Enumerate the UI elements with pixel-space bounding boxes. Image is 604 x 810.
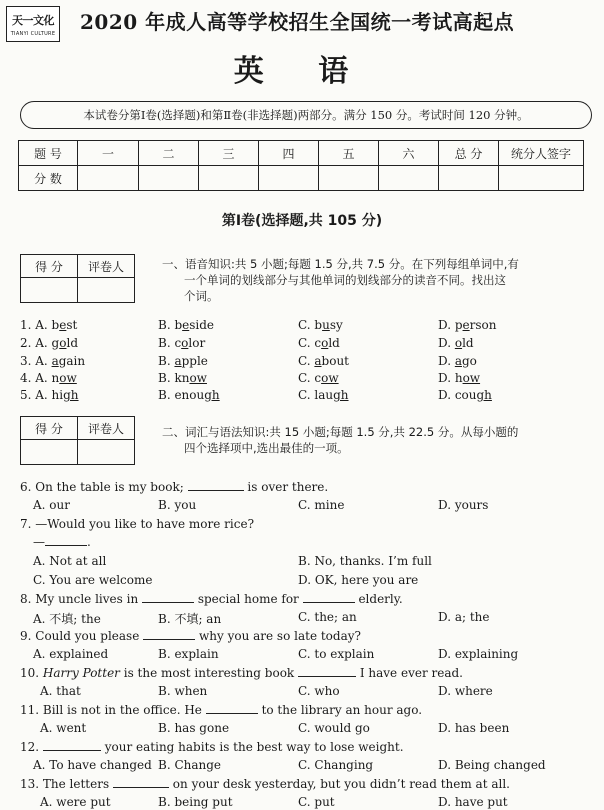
phonetics-option bbox=[438, 388, 492, 402]
question-12 bbox=[20, 740, 404, 754]
phonetics-option bbox=[20, 388, 79, 402]
word-part: 4. A. n bbox=[20, 371, 60, 385]
score-row-label: 分 数 bbox=[19, 166, 78, 191]
answer-blank bbox=[113, 777, 169, 788]
underlined-letters: ow bbox=[189, 371, 207, 385]
grader-name-cell bbox=[78, 440, 135, 465]
score-cell: 二 bbox=[139, 141, 199, 166]
answer-blank bbox=[43, 740, 101, 751]
score-cell: 题 号 bbox=[19, 141, 78, 166]
answer-option: D. explaining bbox=[438, 647, 519, 661]
grader-score-label: 得 分 bbox=[21, 255, 78, 278]
word-part: B. kn bbox=[158, 371, 190, 385]
answer-blank bbox=[45, 535, 87, 546]
section1-line: 个词。 bbox=[184, 289, 219, 303]
question-9 bbox=[20, 629, 361, 643]
word-part: D. p bbox=[438, 318, 463, 332]
word-part: ld bbox=[66, 336, 79, 350]
answer-option: C. Changing bbox=[298, 758, 374, 772]
underlined-letters: a bbox=[314, 354, 322, 368]
underlined-letters: ow bbox=[321, 371, 339, 385]
phonetics-option bbox=[158, 336, 205, 350]
underlined-letters: e bbox=[182, 318, 190, 332]
grader-score-label: 得 分 bbox=[21, 417, 78, 440]
score-entry bbox=[439, 166, 499, 191]
word-part: ld bbox=[328, 336, 340, 350]
word-part: C. c bbox=[298, 336, 322, 350]
answer-option: B. when bbox=[158, 684, 208, 698]
answer-option: D. a; the bbox=[438, 610, 490, 624]
section1-line: 一个单词的划线部分与其他单词的划线部分的读音不同。找出这 bbox=[184, 273, 506, 287]
score-cell: 总 分 bbox=[439, 141, 499, 166]
phonetics-option bbox=[20, 354, 85, 368]
word-part: go bbox=[461, 354, 477, 368]
word-part: D. h bbox=[438, 371, 463, 385]
exam-title: 2020 年成人高等学校招生全国统一考试高起点 bbox=[80, 10, 515, 34]
underlined-letters: ow bbox=[462, 371, 481, 385]
word-part: 5. A. hi bbox=[20, 388, 64, 402]
question-11 bbox=[20, 703, 422, 717]
grader-score-cell bbox=[21, 440, 78, 465]
grader-box bbox=[20, 416, 135, 465]
answer-blank bbox=[142, 592, 194, 603]
score-entry bbox=[319, 166, 379, 191]
answer-blank bbox=[206, 703, 258, 714]
phonetics-option bbox=[20, 371, 77, 385]
score-cell: 六 bbox=[379, 141, 439, 166]
phonetics-option bbox=[20, 318, 77, 332]
phonetics-option bbox=[158, 371, 207, 385]
word-part: B. enou bbox=[158, 388, 205, 402]
subject-title: 英 语 bbox=[233, 54, 371, 89]
answer-option: B. explain bbox=[158, 647, 219, 661]
q11-text: to the library an hour ago. bbox=[261, 703, 423, 717]
score-entry bbox=[199, 166, 259, 191]
q13-text: 13. The letters bbox=[20, 777, 110, 791]
underlined-letters: e bbox=[59, 318, 67, 332]
answer-blank bbox=[303, 592, 355, 603]
word-part: ld bbox=[462, 336, 474, 350]
answer-option: A. explained bbox=[33, 647, 109, 661]
q13-text: on your desk yesterday, but you didn’t read them at all. bbox=[172, 777, 510, 791]
section1-line: 一、语音知识:共 5 小题;每题 1.5 分,共 7.5 分。在下列每组单词中,有 bbox=[162, 257, 519, 271]
underlined-letters: o bbox=[321, 336, 329, 350]
word-part: C. lau bbox=[298, 388, 334, 402]
phonetics-option bbox=[438, 354, 477, 368]
score-entry bbox=[259, 166, 319, 191]
answer-option: D. have put bbox=[438, 795, 508, 809]
underlined-letters: ow bbox=[59, 371, 77, 385]
underlined-letters: gh bbox=[63, 388, 79, 402]
answer-option: C. would go bbox=[298, 721, 370, 735]
answer-option: A. To have changed bbox=[33, 758, 152, 772]
underlined-letters: gh bbox=[476, 388, 492, 402]
phonetics-option bbox=[298, 318, 343, 332]
underlined-letters: o bbox=[181, 336, 189, 350]
section2-instructions bbox=[162, 424, 600, 456]
word-part: C. b bbox=[298, 318, 323, 332]
answer-option: B. being put bbox=[158, 795, 233, 809]
word-part: lor bbox=[188, 336, 206, 350]
answer-option: D. OK, here you are bbox=[298, 573, 419, 587]
word-part: D. bbox=[438, 354, 455, 368]
underlined-letters: o bbox=[59, 336, 67, 350]
underlined-letters: a bbox=[51, 354, 59, 368]
word-part: C. c bbox=[298, 371, 322, 385]
answer-option: B. has gone bbox=[158, 721, 230, 735]
word-part: 1. A. b bbox=[20, 318, 60, 332]
section2-line: 二、词汇与语法知识:共 15 小题;每题 1.5 分,共 22.5 分。从每小题的 bbox=[162, 425, 519, 439]
grader-box bbox=[20, 254, 135, 303]
underlined-letters: a bbox=[454, 354, 462, 368]
word-part: C. bbox=[298, 354, 315, 368]
score-table-header-row bbox=[19, 141, 584, 166]
score-entry bbox=[379, 166, 439, 191]
answer-option: D. Being changed bbox=[438, 758, 546, 772]
question-6 bbox=[20, 480, 328, 494]
q8-text: elderly. bbox=[358, 592, 403, 606]
question-10 bbox=[20, 666, 463, 680]
score-cell: 三 bbox=[199, 141, 259, 166]
q6-text: is over there. bbox=[247, 480, 329, 494]
q10-book-title: Harry Potter bbox=[42, 666, 120, 680]
underlined-letters: gh bbox=[333, 388, 349, 402]
question-8 bbox=[20, 592, 403, 606]
word-part: B. c bbox=[158, 336, 182, 350]
answer-option: B. No, thanks. I’m full bbox=[298, 554, 432, 568]
q10-text: is the most interesting book bbox=[123, 666, 295, 680]
logo-text: 天一文化 bbox=[12, 14, 54, 27]
exam-notice: 本试卷分第Ⅰ卷(选择题)和第Ⅱ卷(非选择题)两部分。满分 150 分。考试时间 120 分钟。 bbox=[20, 101, 592, 129]
answer-blank bbox=[143, 629, 195, 640]
word-part: B. b bbox=[158, 318, 183, 332]
phonetics-option bbox=[298, 371, 339, 385]
score-cell: 四 bbox=[259, 141, 319, 166]
answer-option: A. our bbox=[33, 498, 70, 512]
underlined-letters: o bbox=[454, 336, 463, 350]
word-part: 2. A. g bbox=[20, 336, 60, 350]
q11-text: 11. Bill is not in the office. He bbox=[20, 703, 202, 717]
answer-option: C. who bbox=[298, 684, 340, 698]
q8-text: 8. My uncle lives in bbox=[20, 592, 139, 606]
answer-option: D. yours bbox=[438, 498, 489, 512]
word-part: 3. A. bbox=[20, 354, 52, 368]
q12-number: 12. bbox=[20, 740, 40, 754]
q10-text: I have ever read. bbox=[359, 666, 463, 680]
answer-option: B. you bbox=[158, 498, 197, 512]
score-table-score-row bbox=[19, 166, 584, 191]
phonetics-option bbox=[298, 388, 349, 402]
answer-option: A. went bbox=[40, 721, 87, 735]
question-13 bbox=[20, 777, 510, 791]
answer-option: C. to explain bbox=[298, 647, 375, 661]
phonetics-option bbox=[298, 336, 340, 350]
score-table bbox=[18, 140, 584, 191]
grader-name-label: 评卷人 bbox=[78, 255, 135, 278]
underlined-letters: e bbox=[462, 318, 470, 332]
answer-option: C. the; an bbox=[298, 610, 357, 624]
phonetics-option bbox=[438, 336, 474, 350]
answer-option: A. were put bbox=[40, 795, 111, 809]
score-entry bbox=[78, 166, 139, 191]
word-part: side bbox=[189, 318, 215, 332]
phonetics-option bbox=[438, 371, 480, 385]
underlined-letters: a bbox=[174, 354, 182, 368]
underlined-letters: u bbox=[322, 318, 330, 332]
q6-text: 6. On the table is my book; bbox=[20, 480, 184, 494]
phonetics-option bbox=[158, 354, 208, 368]
phonetics-option bbox=[298, 354, 349, 368]
word-part: gain bbox=[58, 354, 86, 368]
answer-option: B. Change bbox=[158, 758, 222, 772]
part1-title: 第Ⅰ卷(选择题,共 105 分) bbox=[221, 213, 383, 229]
answer-option: B. 不填; an bbox=[158, 612, 222, 626]
section1-instructions bbox=[162, 256, 600, 304]
phonetics-option bbox=[158, 318, 214, 332]
score-cell: 一 bbox=[78, 141, 139, 166]
phonetics-option bbox=[20, 336, 78, 350]
q7-dash: — bbox=[33, 535, 45, 549]
grader-name-cell bbox=[78, 278, 135, 303]
answer-blank bbox=[298, 666, 356, 677]
answer-option: C. put bbox=[298, 795, 335, 809]
answer-option: C. mine bbox=[298, 498, 345, 512]
score-entry bbox=[139, 166, 199, 191]
score-cell: 统分人签字 bbox=[499, 141, 584, 166]
answer-blank bbox=[188, 480, 244, 491]
answer-option: A. that bbox=[40, 684, 81, 698]
word-part: bout bbox=[321, 354, 350, 368]
q8-text: special home for bbox=[197, 592, 299, 606]
word-part: pple bbox=[181, 354, 208, 368]
section2-line: 四个选择项中,选出最佳的一项。 bbox=[184, 441, 349, 455]
word-part: rson bbox=[469, 318, 497, 332]
answer-option: C. You are welcome bbox=[33, 573, 153, 587]
question-7: 7. —Would you like to have more rice? bbox=[20, 517, 255, 531]
answer-option: D. has been bbox=[438, 721, 510, 735]
score-cell: 五 bbox=[319, 141, 379, 166]
word-part: D. cou bbox=[438, 388, 477, 402]
grader-name-label: 评卷人 bbox=[78, 417, 135, 440]
q12-text: your eating habits is the best way to lose weight. bbox=[104, 740, 404, 754]
answer-option: D. where bbox=[438, 684, 493, 698]
q9-text: why you are so late today? bbox=[198, 629, 361, 643]
phonetics-option bbox=[158, 388, 220, 402]
q7-reply: — . bbox=[33, 535, 91, 549]
word-part: st bbox=[66, 318, 78, 332]
phonetics-option bbox=[438, 318, 496, 332]
logo-subtext: TIANYI CULTURE bbox=[10, 31, 56, 37]
q10-number: 10. bbox=[20, 666, 40, 680]
grader-score-cell bbox=[21, 278, 78, 303]
answer-option: A. 不填; the bbox=[33, 612, 101, 626]
word-part: sy bbox=[329, 318, 343, 332]
word-part: D. bbox=[438, 336, 455, 350]
answer-option: A. Not at all bbox=[33, 554, 107, 568]
score-entry bbox=[499, 166, 584, 191]
word-part: B. bbox=[158, 354, 175, 368]
publisher-logo bbox=[6, 6, 60, 42]
underlined-letters: gh bbox=[204, 388, 220, 402]
q9-text: 9. Could you please bbox=[20, 629, 140, 643]
